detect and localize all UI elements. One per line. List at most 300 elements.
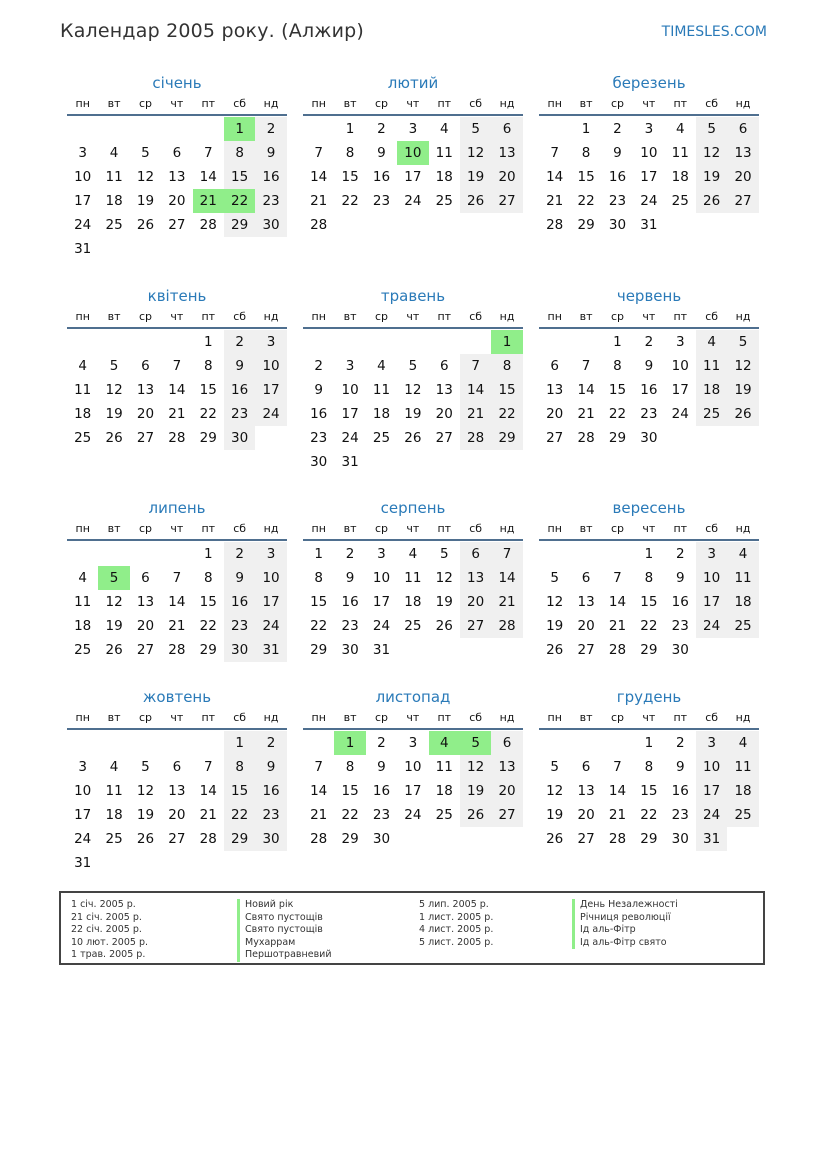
day-cell: 21	[546, 193, 564, 209]
day-cell: 25	[372, 430, 391, 446]
holiday-day-cell: 1	[334, 731, 365, 755]
day-cell: 4	[727, 731, 758, 755]
weekday-header	[303, 94, 523, 116]
day-cell: 11	[372, 382, 391, 398]
weekday-label: ср	[610, 711, 624, 724]
day-cell: 30	[224, 638, 255, 662]
weekday-label: нд	[499, 711, 515, 724]
day-cell: 6	[172, 759, 182, 775]
weekday-label: чт	[170, 97, 184, 110]
day-cell: 22	[341, 193, 359, 209]
day-cell: 11	[435, 759, 453, 775]
day-cell: 23	[310, 430, 328, 446]
weekday-label: пн	[311, 310, 326, 323]
day-cell: 4	[109, 759, 119, 775]
day-cell: 13	[136, 382, 155, 398]
empty-cell	[366, 330, 397, 354]
day-cell: 19	[546, 618, 564, 634]
legend-names-2	[572, 899, 678, 949]
day-cell: 8	[644, 570, 654, 586]
weekday-label: сб	[705, 522, 719, 535]
day-cell: 28	[199, 831, 217, 847]
day-cell: 21	[608, 807, 627, 823]
weekday-label: вт	[343, 711, 357, 724]
day-cell: 17	[74, 193, 92, 209]
day-cell: 5	[141, 145, 150, 161]
empty-cell	[161, 542, 192, 566]
weekday-label: сб	[705, 711, 719, 724]
weekday-label: сб	[705, 310, 719, 323]
weekday-label: пн	[547, 522, 562, 535]
day-grid	[67, 117, 287, 261]
day-cell: 24	[696, 803, 727, 827]
day-cell: 10	[341, 382, 359, 398]
legend-date: 1 трав. 2005 р.	[71, 949, 146, 961]
day-cell: 18	[727, 779, 758, 803]
empty-cell	[570, 330, 601, 354]
day-cell: 15	[310, 594, 328, 610]
weekday-label: пн	[75, 97, 90, 110]
day-cell: 26	[136, 217, 155, 233]
empty-cell	[303, 731, 334, 755]
day-cell: 8	[224, 141, 255, 165]
day-cell: 17	[255, 378, 286, 402]
weekday-label: нд	[263, 522, 279, 535]
month-block	[67, 497, 287, 662]
day-cell: 4	[408, 546, 418, 562]
day-cell: 16	[310, 406, 328, 422]
day-cell: 10	[671, 358, 689, 374]
day-cell: 19	[404, 406, 422, 422]
day-cell: 16	[224, 590, 255, 614]
day-cell: 10	[74, 783, 92, 799]
month-title: квітень	[147, 287, 207, 305]
day-cell: 27	[727, 189, 758, 213]
holiday-legend	[59, 891, 765, 965]
day-cell: 4	[675, 121, 685, 137]
day-cell: 16	[255, 165, 286, 189]
day-cell: 4	[377, 358, 386, 374]
day-cell: 13	[577, 783, 595, 799]
day-cell: 22	[310, 618, 328, 634]
day-cell: 25	[404, 618, 422, 634]
day-cell: 18	[435, 169, 453, 185]
day-cell: 30	[372, 831, 391, 847]
legend-date: 5 лист. 2005 р.	[419, 936, 494, 948]
month-block	[303, 72, 523, 237]
legend-holiday-name: Новий рік	[237, 899, 332, 912]
day-cell: 13	[577, 594, 595, 610]
weekday-header	[303, 307, 523, 329]
day-cell: 5	[550, 759, 559, 775]
day-cell: 12	[727, 354, 758, 378]
weekday-label: ср	[138, 522, 152, 535]
empty-cell	[602, 542, 633, 566]
weekday-header	[67, 94, 287, 116]
day-cell: 16	[224, 378, 255, 402]
weekday-label: пн	[75, 310, 90, 323]
weekday-header	[539, 307, 759, 329]
empty-cell	[161, 330, 192, 354]
day-cell: 15	[224, 165, 255, 189]
day-cell: 14	[608, 783, 627, 799]
day-cell: 7	[172, 358, 182, 374]
day-cell: 12	[105, 382, 123, 398]
weekday-label: нд	[735, 711, 751, 724]
day-cell: 29	[577, 217, 595, 233]
day-cell: 17	[696, 590, 727, 614]
day-cell: 16	[640, 382, 658, 398]
day-cell: 9	[255, 141, 286, 165]
month-block	[539, 497, 759, 662]
day-cell: 2	[377, 121, 386, 137]
day-cell: 18	[435, 783, 453, 799]
day-cell: 25	[435, 193, 453, 209]
day-cell: 3	[644, 121, 654, 137]
weekday-label: вт	[579, 97, 593, 110]
empty-cell	[570, 731, 601, 755]
empty-cell	[130, 117, 161, 141]
day-cell: 16	[671, 783, 689, 799]
day-cell: 8	[224, 755, 255, 779]
day-cell: 2	[613, 121, 622, 137]
day-cell: 27	[546, 430, 564, 446]
day-cell: 5	[696, 117, 727, 141]
day-cell: 15	[199, 382, 217, 398]
month-block	[303, 285, 523, 474]
day-cell: 6	[491, 117, 522, 141]
day-cell: 25	[727, 614, 758, 638]
day-cell: 14	[168, 594, 186, 610]
day-cell: 14	[199, 169, 217, 185]
day-cell: 30	[640, 430, 658, 446]
day-cell: 28	[199, 217, 217, 233]
day-cell: 9	[377, 145, 386, 161]
month-block	[67, 72, 287, 261]
day-grid	[67, 542, 287, 662]
weekday-label: пт	[673, 711, 688, 724]
day-cell: 10	[696, 566, 727, 590]
day-cell: 21	[608, 618, 627, 634]
day-cell: 27	[460, 614, 491, 638]
day-cell: 7	[203, 145, 213, 161]
day-cell: 26	[435, 618, 453, 634]
day-grid	[303, 117, 523, 237]
day-cell: 28	[608, 831, 627, 847]
day-cell: 10	[372, 570, 391, 586]
empty-cell	[539, 117, 570, 141]
day-cell: 11	[435, 145, 453, 161]
day-cell: 29	[341, 831, 359, 847]
empty-cell	[539, 542, 570, 566]
day-cell: 20	[136, 618, 155, 634]
month-title: травень	[380, 287, 446, 305]
day-cell: 3	[78, 145, 87, 161]
weekday-label: ср	[374, 97, 388, 110]
weekday-label: пт	[201, 97, 216, 110]
weekday-label: ср	[610, 310, 624, 323]
day-cell: 7	[314, 145, 323, 161]
month-block	[539, 72, 759, 237]
weekday-label: вт	[579, 310, 593, 323]
day-cell: 13	[136, 594, 155, 610]
day-cell: 14	[546, 169, 564, 185]
day-cell: 15	[640, 594, 658, 610]
month-title: грудень	[616, 688, 682, 706]
month-title: листопад	[375, 688, 451, 706]
day-cell: 23	[224, 402, 255, 426]
weekday-label: пт	[437, 522, 452, 535]
legend-holiday-name: Річниця революції	[572, 912, 678, 925]
day-cell: 3	[408, 121, 418, 137]
weekday-label: нд	[735, 97, 751, 110]
day-grid	[67, 731, 287, 875]
weekday-label: вт	[343, 310, 357, 323]
day-cell: 31	[341, 454, 359, 470]
empty-cell	[397, 330, 428, 354]
day-cell: 28	[168, 642, 186, 658]
day-cell: 18	[671, 169, 689, 185]
day-cell: 2	[224, 542, 255, 566]
empty-cell	[67, 731, 98, 755]
day-cell: 9	[224, 354, 255, 378]
day-cell: 21	[310, 193, 328, 209]
day-cell: 5	[141, 759, 150, 775]
day-cell: 6	[439, 358, 449, 374]
day-cell: 7	[581, 358, 591, 374]
day-cell: 15	[199, 594, 217, 610]
weekday-label: чт	[642, 97, 656, 110]
day-cell: 13	[435, 382, 453, 398]
day-grid	[303, 731, 523, 851]
day-cell: 12	[460, 141, 491, 165]
day-cell: 13	[168, 169, 186, 185]
weekday-label: вт	[107, 711, 121, 724]
empty-cell	[334, 330, 365, 354]
day-cell: 2	[345, 546, 355, 562]
day-cell: 13	[491, 141, 522, 165]
day-cell: 7	[613, 759, 622, 775]
weekday-label: чт	[642, 711, 656, 724]
day-cell: 13	[546, 382, 564, 398]
month-title: серпень	[380, 499, 446, 517]
day-cell: 15	[608, 382, 627, 398]
day-grid	[539, 330, 759, 450]
day-cell: 14	[168, 382, 186, 398]
day-cell: 23	[224, 614, 255, 638]
day-cell: 12	[105, 594, 123, 610]
day-cell: 7	[491, 542, 522, 566]
day-cell: 31	[640, 217, 658, 233]
holiday-day-cell: 22	[224, 189, 255, 213]
day-cell: 29	[199, 642, 217, 658]
day-cell: 14	[310, 783, 328, 799]
month-block	[303, 497, 523, 662]
day-cell: 3	[255, 542, 286, 566]
day-cell: 6	[550, 358, 559, 374]
day-cell: 29	[491, 426, 522, 450]
day-cell: 26	[105, 642, 123, 658]
weekday-header	[67, 519, 287, 541]
day-cell: 23	[255, 803, 286, 827]
day-cell: 18	[74, 618, 92, 634]
day-cell: 22	[224, 803, 255, 827]
weekday-label: нд	[263, 711, 279, 724]
weekday-label: пт	[673, 522, 688, 535]
day-cell: 12	[546, 594, 564, 610]
day-cell: 21	[491, 590, 522, 614]
day-cell: 21	[199, 807, 217, 823]
empty-cell	[67, 542, 98, 566]
holiday-day-cell: 1	[491, 330, 522, 354]
holiday-day-cell: 5	[460, 731, 491, 755]
day-cell: 18	[696, 378, 727, 402]
day-cell: 9	[644, 358, 654, 374]
site-link[interactable]: TIMESLES.COM	[661, 24, 767, 40]
day-cell: 2	[314, 358, 323, 374]
day-cell: 30	[608, 217, 627, 233]
day-cell: 24	[74, 831, 92, 847]
weekday-label: чт	[642, 310, 656, 323]
weekday-label: вт	[107, 310, 121, 323]
legend-date: 5 лип. 2005 р.	[419, 899, 489, 910]
weekday-label: пт	[201, 310, 216, 323]
day-cell: 24	[341, 430, 359, 446]
day-cell: 16	[255, 779, 286, 803]
holiday-day-cell: 10	[397, 141, 428, 165]
day-cell: 28	[310, 831, 328, 847]
day-cell: 4	[727, 542, 758, 566]
weekday-label: пн	[547, 711, 562, 724]
weekday-label: чт	[406, 310, 420, 323]
day-cell: 4	[439, 121, 449, 137]
day-cell: 22	[491, 402, 522, 426]
day-cell: 24	[255, 402, 286, 426]
empty-cell	[98, 542, 129, 566]
holiday-day-cell: 1	[224, 117, 255, 141]
day-cell: 28	[310, 217, 328, 233]
empty-cell	[539, 731, 570, 755]
legend-date: 1 січ. 2005 р.	[71, 899, 136, 910]
day-cell: 17	[74, 807, 92, 823]
weekday-label: пт	[201, 522, 216, 535]
weekday-label: пт	[201, 711, 216, 724]
day-cell: 6	[172, 145, 182, 161]
day-cell: 8	[203, 358, 213, 374]
day-cell: 1	[203, 334, 213, 350]
day-cell: 12	[435, 570, 453, 586]
weekday-label: сб	[233, 310, 247, 323]
day-cell: 19	[546, 807, 564, 823]
day-cell: 29	[199, 430, 217, 446]
weekday-label: вт	[579, 711, 593, 724]
empty-cell	[303, 117, 334, 141]
holiday-day-cell: 4	[429, 731, 460, 755]
day-cell: 21	[310, 807, 328, 823]
day-cell: 12	[696, 141, 727, 165]
weekday-label: нд	[499, 522, 515, 535]
day-cell: 10	[74, 169, 92, 185]
day-cell: 27	[168, 831, 186, 847]
day-cell: 12	[404, 382, 422, 398]
day-cell: 6	[141, 570, 150, 586]
day-cell: 24	[74, 217, 92, 233]
weekday-label: ср	[138, 310, 152, 323]
day-cell: 9	[255, 755, 286, 779]
day-cell: 5	[439, 546, 449, 562]
weekday-label: пт	[673, 310, 688, 323]
day-cell: 6	[491, 731, 522, 755]
day-cell: 2	[675, 735, 685, 751]
day-cell: 1	[581, 121, 591, 137]
day-cell: 13	[727, 141, 758, 165]
day-cell: 7	[203, 759, 213, 775]
day-cell: 7	[613, 570, 622, 586]
day-cell: 2	[377, 735, 386, 751]
weekday-label: сб	[233, 522, 247, 535]
day-cell: 5	[550, 570, 559, 586]
day-cell: 14	[199, 783, 217, 799]
day-cell: 26	[105, 430, 123, 446]
legend-holiday-name: Першотравневий	[237, 949, 332, 962]
empty-cell	[303, 330, 334, 354]
day-cell: 25	[105, 831, 123, 847]
day-cell: 4	[78, 570, 87, 586]
day-cell: 11	[727, 566, 758, 590]
day-cell: 6	[581, 570, 591, 586]
day-cell: 1	[203, 546, 213, 562]
day-cell: 9	[675, 570, 685, 586]
weekday-label: пт	[437, 310, 452, 323]
day-cell: 19	[727, 378, 758, 402]
day-cell: 2	[224, 330, 255, 354]
day-cell: 1	[644, 546, 654, 562]
day-cell: 19	[105, 406, 123, 422]
day-cell: 5	[460, 117, 491, 141]
legend-date: 22 січ. 2005 р.	[71, 924, 142, 936]
day-cell: 29	[640, 831, 658, 847]
day-cell: 30	[310, 454, 328, 470]
legend-date: 1 лист. 2005 р.	[419, 911, 494, 923]
weekday-label: чт	[642, 522, 656, 535]
empty-cell	[429, 330, 460, 354]
day-cell: 16	[671, 594, 689, 610]
weekday-label: пн	[547, 310, 562, 323]
day-cell: 16	[372, 169, 391, 185]
day-cell: 17	[640, 169, 658, 185]
day-cell: 17	[341, 406, 359, 422]
day-cell: 22	[577, 193, 595, 209]
day-cell: 17	[696, 779, 727, 803]
weekday-label: нд	[499, 97, 515, 110]
day-cell: 5	[408, 358, 418, 374]
day-cell: 20	[168, 807, 186, 823]
empty-cell	[193, 731, 224, 755]
day-cell: 19	[105, 618, 123, 634]
day-cell: 26	[460, 803, 491, 827]
month-block	[539, 686, 759, 851]
day-cell: 18	[404, 594, 422, 610]
day-cell: 23	[608, 193, 627, 209]
day-cell: 4	[78, 358, 87, 374]
day-cell: 6	[141, 358, 150, 374]
day-cell: 25	[74, 642, 92, 658]
day-cell: 7	[314, 759, 323, 775]
day-cell: 25	[435, 807, 453, 823]
empty-cell	[130, 731, 161, 755]
empty-cell	[602, 731, 633, 755]
month-block	[303, 686, 523, 851]
